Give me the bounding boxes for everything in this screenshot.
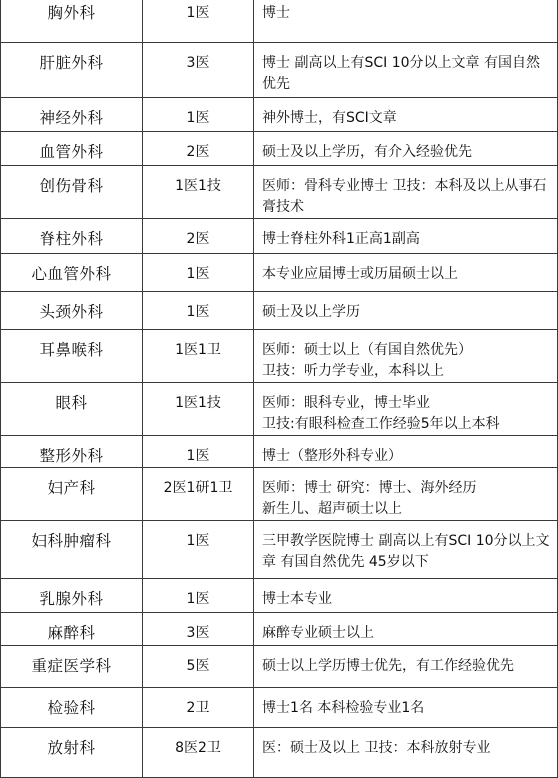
department-cell: 整形外科 — [1, 436, 143, 468]
department-cell: 血管外科 — [1, 132, 143, 166]
headcount-cell: 8医2卫 — [143, 728, 254, 778]
headcount-cell: 5医 — [143, 646, 254, 688]
requirement-cell: 博士（整形外科专业） — [254, 436, 558, 468]
table-row — [1, 436, 558, 468]
headcount-cell: 1医1技 — [143, 166, 254, 219]
headcount-cell: 2医 — [143, 219, 254, 254]
department-cell: 头颈外科 — [1, 292, 143, 330]
department-cell: 检验科 — [1, 688, 143, 728]
requirement-cell: 硕士以上学历博士优先，有工作经验优先 — [254, 646, 558, 688]
department-cell: 神经外科 — [1, 98, 143, 132]
headcount-cell: 2医 — [143, 132, 254, 166]
headcount-cell: 1医 — [143, 436, 254, 468]
table-row — [1, 383, 558, 436]
headcount-cell: 2医1研1卫 — [143, 468, 254, 521]
department-cell: 重症医学科 — [1, 646, 143, 688]
requirement-cell: 博士本专业 — [254, 579, 558, 613]
table-row — [1, 132, 558, 166]
requirement-cell: 本专业应届博士或历届硕士以上 — [254, 254, 558, 292]
requirement-cell: 博士1名 本科检验专业1名 — [254, 688, 558, 728]
requirement-cell: 三甲教学医院博士 副高以上有SCI 10分以上文章 有国自然优先 45岁以下 — [254, 521, 558, 579]
table-row — [1, 43, 558, 98]
headcount-cell: 2卫 — [143, 688, 254, 728]
table-row — [1, 254, 558, 292]
requirement-cell: 医师：眼科专业，博士毕业 卫技:有眼科检查工作经验5年以上本科 — [254, 383, 558, 436]
table-row — [1, 728, 558, 778]
department-cell: 脊柱外科 — [1, 219, 143, 254]
requirement-cell: 麻醉专业硕士以上 — [254, 613, 558, 646]
department-cell: 妇科肿瘤科 — [1, 521, 143, 579]
headcount-cell: 3医 — [143, 613, 254, 646]
headcount-cell: 3医 — [143, 43, 254, 98]
headcount-cell: 1医 — [143, 98, 254, 132]
requirement-cell: 博士 — [254, 0, 558, 43]
department-cell: 眼科 — [1, 383, 143, 436]
department-cell: 麻醉科 — [1, 613, 143, 646]
table-row — [1, 0, 558, 43]
table-row — [1, 613, 558, 646]
requirement-cell: 博士 副高以上有SCI 10分以上文章 有国自然优先 — [254, 43, 558, 98]
department-cell: 耳鼻喉科 — [1, 330, 143, 383]
headcount-cell: 1医 — [143, 579, 254, 613]
department-cell: 放射科 — [1, 728, 143, 778]
table-row — [1, 219, 558, 254]
headcount-cell: 1医 — [143, 254, 254, 292]
table-row — [1, 330, 558, 383]
requirement-cell: 医师：硕士以上（有国自然优先） 卫技：听力学专业，本科以上 — [254, 330, 558, 383]
department-cell: 乳腺外科 — [1, 579, 143, 613]
requirement-cell: 医：硕士及以上 卫技：本科放射专业 — [254, 728, 558, 778]
department-cell: 肝脏外科 — [1, 43, 143, 98]
table-row — [1, 646, 558, 688]
table-row — [1, 521, 558, 579]
department-cell: 创伤骨科 — [1, 166, 143, 219]
table-row — [1, 98, 558, 132]
department-cell: 心血管外科 — [1, 254, 143, 292]
table-row — [1, 688, 558, 728]
headcount-cell: 1医 — [143, 0, 254, 43]
requirement-cell: 医师：博士 研究：博士、海外经历 新生儿、超声硕士以上 — [254, 468, 558, 521]
table-row — [1, 166, 558, 219]
requirement-cell: 硕士及以上学历 — [254, 292, 558, 330]
requirement-cell: 硕士及以上学历，有介入经验优先 — [254, 132, 558, 166]
requirement-cell: 医师：骨科专业博士 卫技：本科及以上从事石膏技术 — [254, 166, 558, 219]
department-cell: 胸外科 — [1, 0, 143, 43]
table-row — [1, 579, 558, 613]
table-row — [1, 292, 558, 330]
headcount-cell: 1医 — [143, 292, 254, 330]
requirement-cell: 博士脊柱外科1正高1副高 — [254, 219, 558, 254]
requirement-cell: 神外博士，有SCI文章 — [254, 98, 558, 132]
table-row — [1, 468, 558, 521]
headcount-cell: 1医1卫 — [143, 330, 254, 383]
headcount-cell: 1医1技 — [143, 383, 254, 436]
headcount-cell: 1医 — [143, 521, 254, 579]
department-cell: 妇产科 — [1, 468, 143, 521]
